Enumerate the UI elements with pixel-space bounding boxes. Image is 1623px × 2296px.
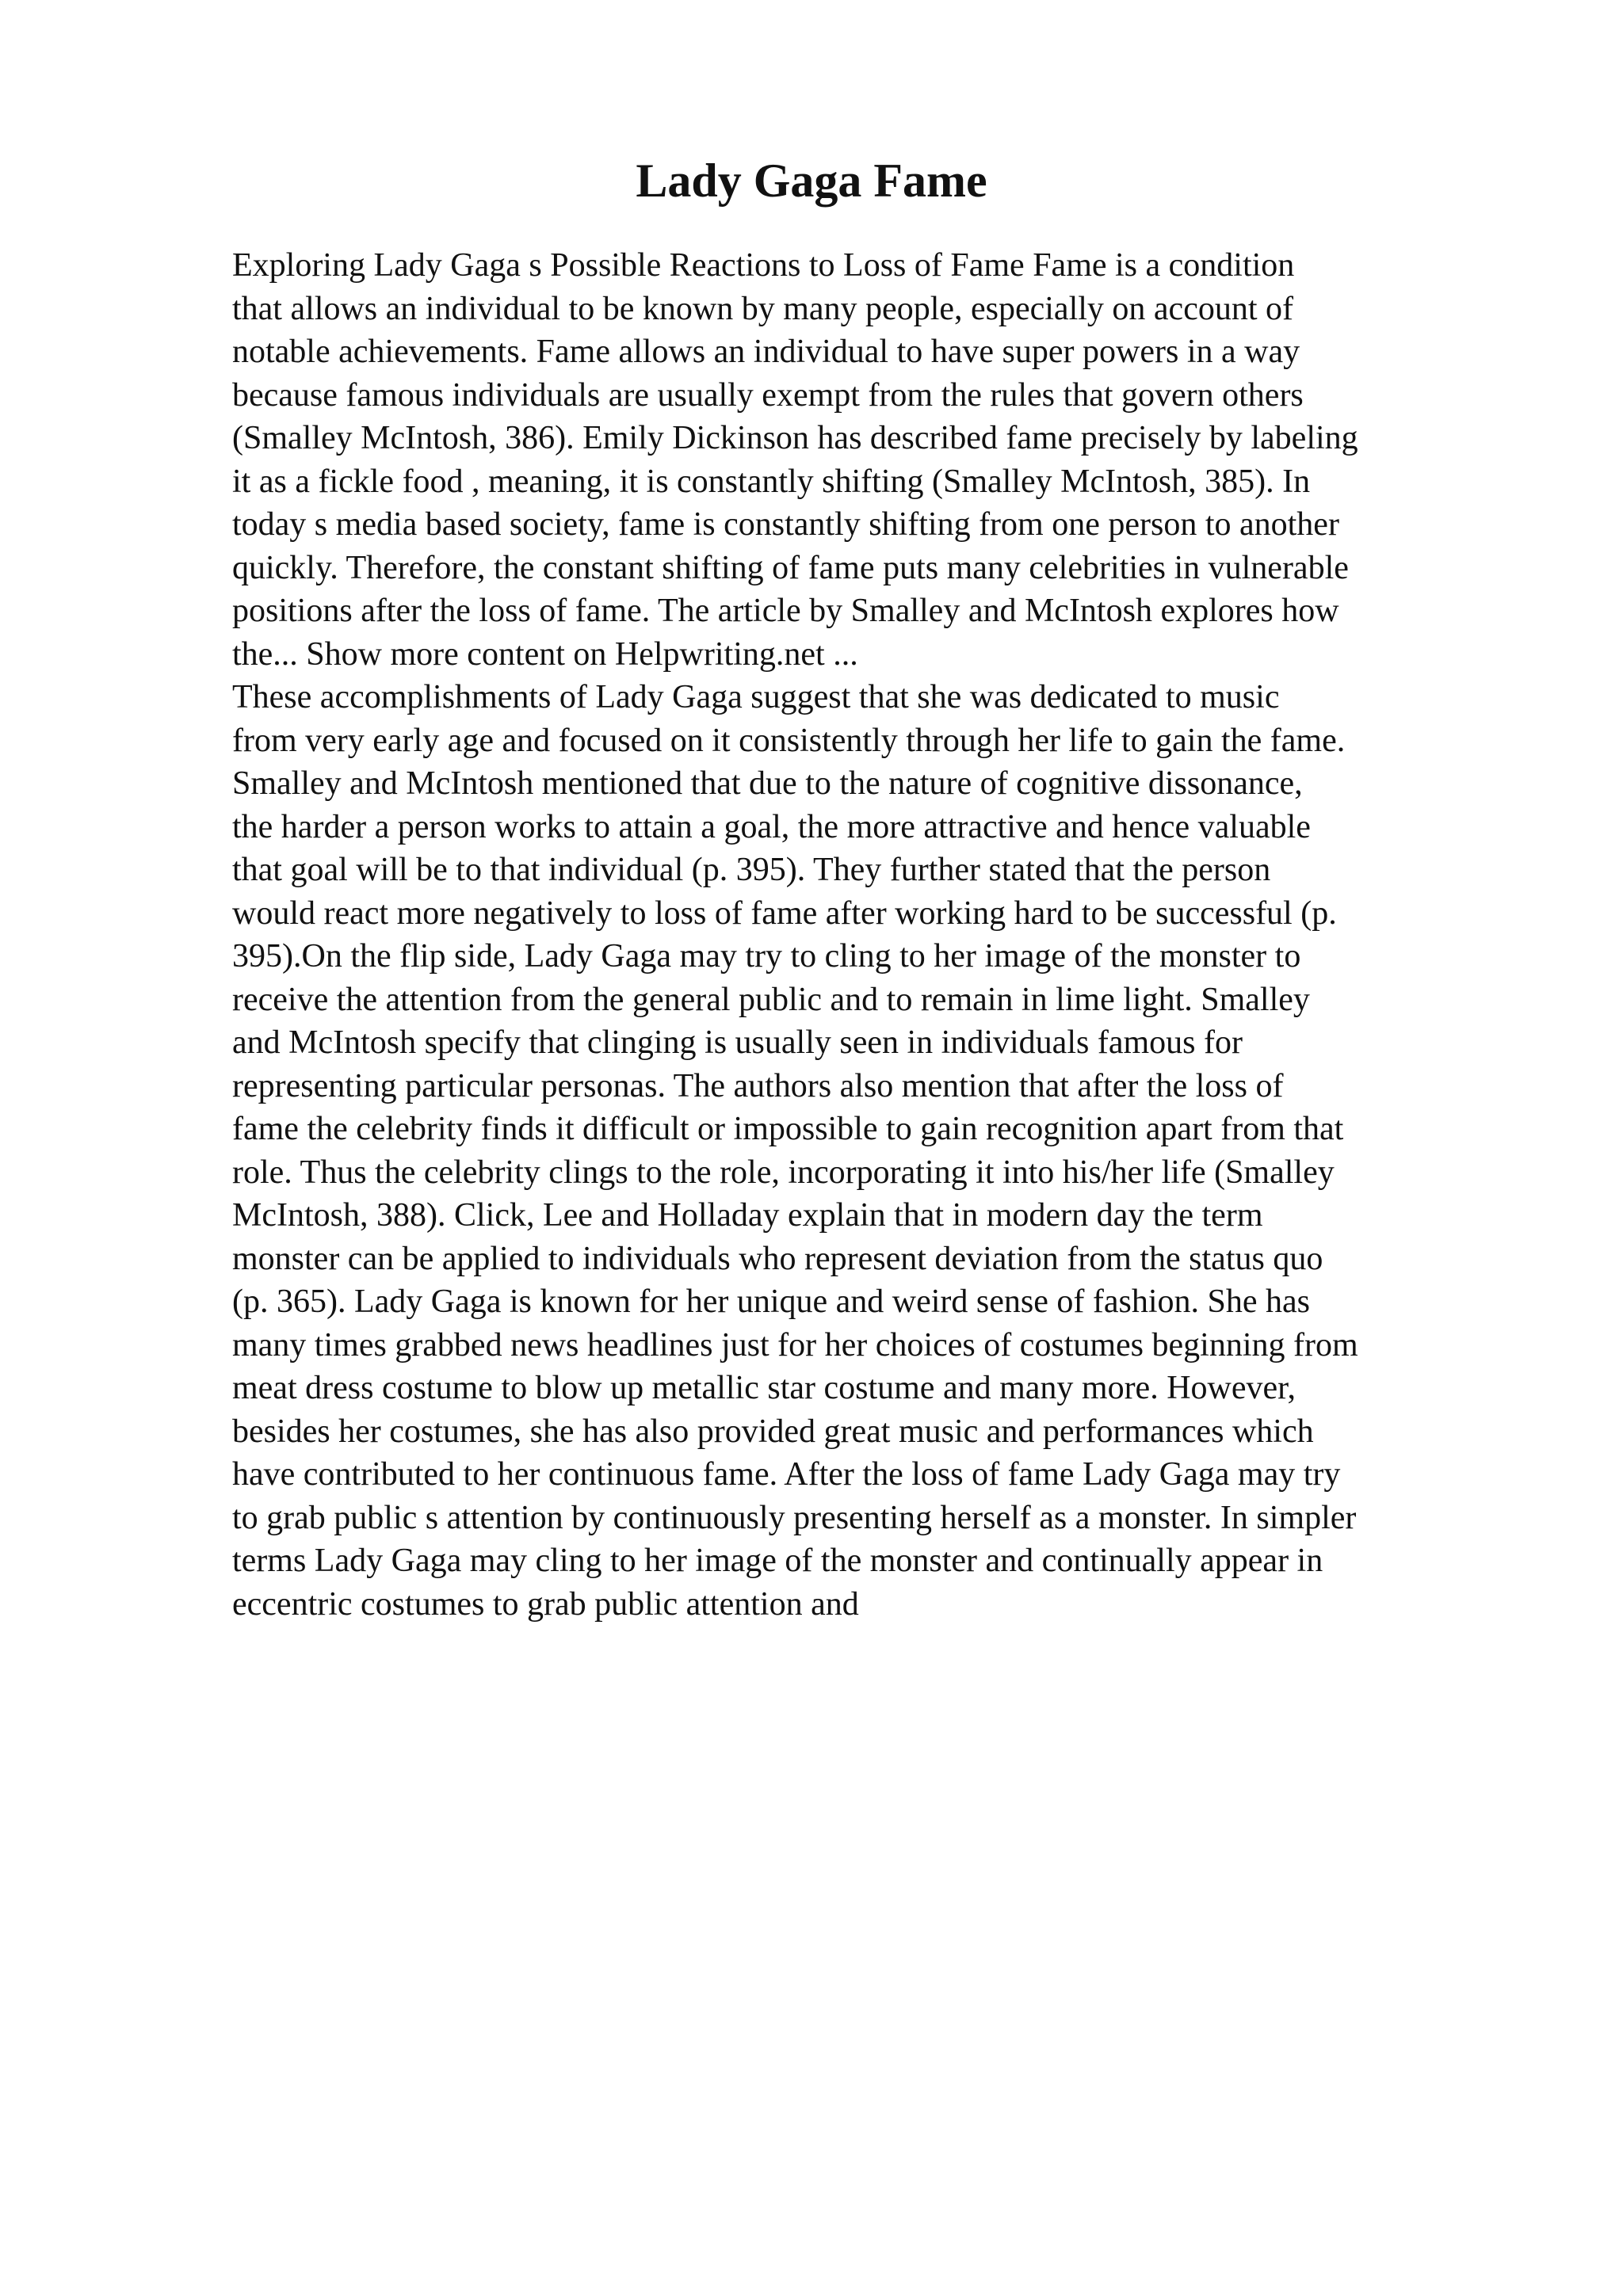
text-line: 395).On the flip side, Lady Gaga may try to cling to her image of the monster to — [232, 938, 1301, 974]
text-line: would react more negatively to loss of fame after working hard to be successful (p. — [232, 894, 1337, 932]
text-line: to grab public s attention by continuously presenting herself as a monster. In simpler — [232, 1499, 1357, 1536]
text-line: have contributed to her continuous fame. After the loss of fame Lady Gaga may try — [232, 1456, 1341, 1493]
paragraph-intro — [232, 244, 1516, 676]
document-body — [232, 244, 1516, 1626]
text-line: terms Lady Gaga may cling to her image of the monster and continually appear in — [232, 1543, 1323, 1579]
text-line: Smalley and McIntosh mentioned that due to the nature of cognitive dissonance, — [232, 765, 1303, 802]
text-line: McIntosh, 388). Click, Lee and Holladay explain that in modern day the term — [232, 1197, 1263, 1234]
text-line: besides her costumes, she has also provided great music and performances which — [232, 1413, 1314, 1450]
text-line: because famous individuals are usually exempt from the rules that govern others — [232, 376, 1304, 414]
text-line: the harder a person works to attain a goal, the more attractive and hence valuable — [232, 808, 1311, 845]
text-line: receive the attention from the general public and to remain in lime light. Smalley — [232, 981, 1310, 1018]
text-line: that allows an individual to be known by many people, especially on account of — [232, 290, 1293, 327]
text-line: monster can be applied to individuals who represent deviation from the status quo — [232, 1240, 1323, 1277]
text-line: notable achievements. Fame allows an individual to have super powers in a way — [232, 334, 1300, 370]
document-title: Lady Gaga Fame — [636, 154, 987, 207]
text-line: meat dress costume to blow up metallic star costume and many more. However, — [232, 1370, 1296, 1406]
text-line: (Smalley McIntosh, 386). Emily Dickinson has described fame precisely by labeling — [232, 420, 1358, 456]
text-line: quickly. Therefore, the constant shifting of fame puts many celebrities in vulnerable — [232, 549, 1349, 586]
text-line: role. Thus the celebrity clings to the role, incorporating it into his/her life (Smalley — [232, 1154, 1335, 1191]
text-line: representing particular personas. The authors also mention that after the loss of — [232, 1067, 1284, 1104]
text-line: eccentric costumes to grab public attention and — [232, 1585, 859, 1623]
text-line: that goal will be to that individual (p. 395). They further stated that the person — [232, 852, 1271, 888]
paragraph-main — [232, 676, 1516, 1626]
text-line: the... Show more content on Helpwriting.net ... — [232, 635, 858, 673]
text-line: from very early age and focused on it consistently through her life to gain the fame. — [232, 722, 1346, 759]
text-line: fame the celebrity finds it difficult or impossible to gain recognition apart from that — [232, 1111, 1344, 1147]
text-line: it as a fickle food , meaning, it is constantly shifting (Smalley McIntosh, 385). In — [232, 463, 1311, 500]
text-line: positions after the loss of fame. The article by Smalley and McIntosh explores how — [232, 593, 1339, 629]
text-line: These accomplishments of Lady Gaga suggest that she was dedicated to music — [232, 679, 1280, 715]
text-line: and McIntosh specify that clinging is usually seen in individuals famous for — [232, 1024, 1243, 1061]
text-line: (p. 365). Lady Gaga is known for her unique and weird sense of fashion. She has — [232, 1283, 1310, 1320]
text-line: Exploring Lady Gaga s Possible Reactions to Loss of Fame Fame is a condition — [232, 247, 1295, 284]
text-line: many times grabbed news headlines just for her choices of costumes beginning from — [232, 1326, 1358, 1363]
text-line: today s media based society, fame is constantly shifting from one person to another — [232, 506, 1339, 543]
